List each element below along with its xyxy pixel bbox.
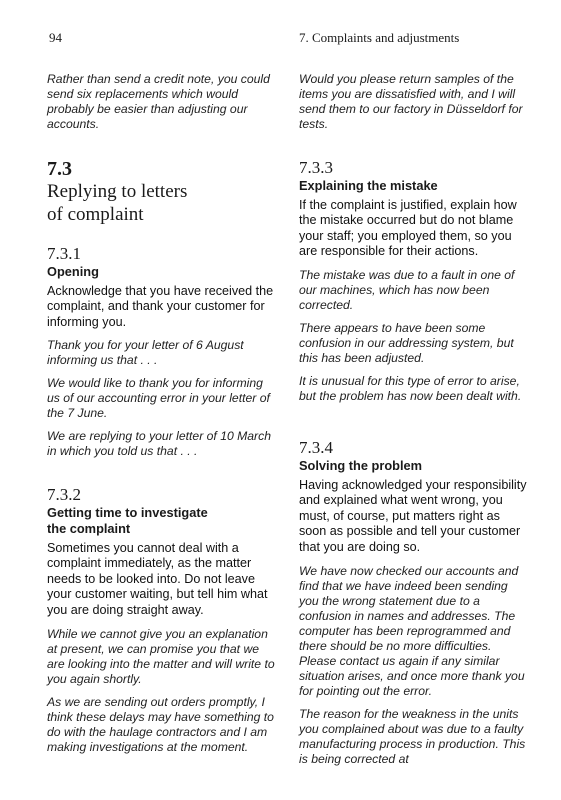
subsection-title: Opening [47, 264, 99, 279]
example-text: We are replying to your letter of 10 March in which you told us that . . . [47, 429, 271, 459]
example-text: We have now checked our accounts and find that we have indeed been sending you the wrong statement due to a confusion in names and addresses. The computer has been reprogrammed and there should be no more difficulties. Please contact us again if any similar situation arises, and once more thank you for pointing out the error. [299, 563, 525, 698]
section-title [47, 180, 275, 226]
page-number: 94 [49, 30, 62, 45]
body-text: Acknowledge that you have received the complaint, and thank your customer for informing you. [47, 283, 274, 329]
left-column [47, 72, 275, 763]
subsection-title-line: Getting time to investigate [47, 505, 208, 521]
running-head: 7. Complaints and adjustments [299, 30, 460, 45]
body-text: Having acknowledged your responsibility and explained what went wrong, you must, of course, put matters right as soon as possible and tell your customer that you are doing so. [299, 477, 527, 554]
example-text: It is unusual for this type of error to arise, but the problem has now been dealt with. [299, 373, 522, 403]
section-title-line: of complaint [47, 204, 144, 225]
example-text: Would you please return samples of the items you are dissatisfied with, and I will send them to our factory in Düsseldorf for tests. [299, 72, 523, 131]
subsection-number: 7.3.2 [47, 485, 81, 505]
example-text: As we are sending out orders promptly, I think these delays may have something to do with the haulage contractors and I am making investigations at the moment. [47, 694, 274, 754]
section-number: 7.3 [47, 158, 72, 180]
example-text: Rather than send a credit note, you could send six replacements which would probably be easier than adjusting our accounts. [47, 72, 270, 131]
example-text: The reason for the weakness in the units you complained about was due to a faulty manufacturing process in production. This is being corrected at [299, 706, 526, 766]
subsection-title: Solving the problem [299, 457, 423, 473]
section-title-line: Replying to letters [47, 181, 188, 202]
body-text: Sometimes you cannot deal with a complaint immediately, as the matter needs to be looked into. Do not leave your customer waiting, but tell him what you are doing straight away. [47, 540, 268, 617]
example-text: There appears to have been some confusion in our addressing system, but this has been adjusted. [299, 320, 514, 365]
subsection-number: 7.3.1 [47, 244, 81, 263]
subsection-number: 7.3.3 [299, 158, 333, 177]
subsection-title-line: the complaint [47, 520, 131, 536]
body-text: If the complaint is justified, explain how the mistake occurred but do not blame your staff; you employed them, so you are responsible for their actions. [299, 197, 517, 259]
right-column [299, 72, 529, 775]
example-text: We would like to thank you for informing us of our accounting error in your letter of the 7 June. [47, 376, 270, 421]
example-text: The mistake was due to a fault in one of our machines, which has now been corrected. [299, 267, 515, 312]
example-text: While we cannot give you an explanation at present, we can promise you that we are looking into the matter and will write to you again shortly. [47, 626, 275, 686]
subsection-title: Explaining the mistake [299, 178, 438, 193]
subsection-title [47, 505, 275, 536]
subsection-number: 7.3.4 [299, 437, 333, 457]
example-text: Thank you for your letter of 6 August informing us that . . . [47, 338, 244, 368]
